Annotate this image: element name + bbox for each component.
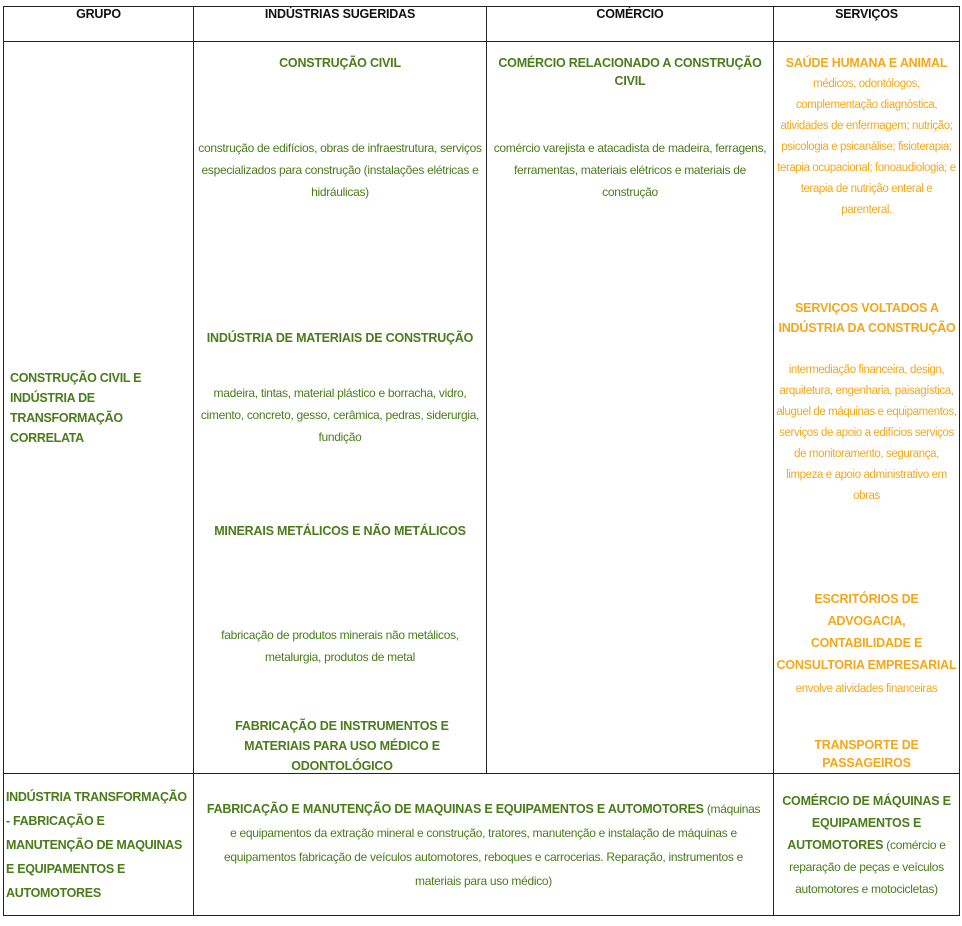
industria-maquinas-title: FABRICAÇÃO E MANUTENÇÃO DE MAQUINAS E EQUIPAMENTOS E AUTOMOTORES: [206, 801, 704, 816]
header-servicos: SERVIÇOS: [774, 7, 960, 42]
industria-maquinas-block: [206, 797, 761, 893]
industria-title-instrumentos: FABRICAÇÃO DE INSTRUMENTOS E MATERIAIS PARA USO MÉDICO E ODONTOLÓGICO: [235, 719, 449, 773]
cell-grupo-construcao: [4, 42, 194, 774]
servico-title-transporte: TRANSPORTE DE PASSAGEIROS: [814, 738, 919, 770]
cell-industrias-construcao: [194, 42, 487, 774]
comercio-text-construcao: comércio varejista e atacadista de madeira, ferragens, ferramentas, materiais elétricos e materiais de construção: [493, 141, 767, 199]
header-comercio: COMÉRCIO: [487, 7, 774, 42]
servico-title-saude: SAÚDE HUMANA E ANIMAL: [785, 56, 948, 70]
cell-servicos-maquinas: [774, 774, 960, 916]
industria-maquinas-text: (máquinas e equipamentos da extração mineral e construção, tratores, manutenção e instalação de máquinas e equipamentos fabricação de veículos automotores, reboques e carrocerias. Reparação, instrumentos e materiais para uso médico): [224, 801, 761, 888]
grupo-maquinas-label: INDÚSTRIA TRANSFORMAÇÃO - FABRICAÇÃO E MANUTENÇÃO DE MAQUINAS E EQUIPAMENTOS E AUTOMOTORES: [6, 789, 187, 900]
servico-maquinas-block: [777, 790, 956, 900]
comercio-title-construcao: COMÉRCIO RELACIONADO A CONSTRUÇÃO CIVIL: [498, 56, 762, 88]
header-row: [4, 7, 960, 42]
industria-text-materiais: madeira, tintas, material plástico e borracha, vidro, cimento, concreto, gesso, cerâmica, pedras, siderurgia, fundição: [200, 386, 480, 444]
servico-maquinas-text: (comércio e reparação de peças e veículos automotores e motocicletas): [789, 837, 946, 896]
servico-maquinas-title: COMÉRCIO DE MÁQUINAS E EQUIPAMENTOS E AUTOMOTORES: [782, 793, 951, 852]
cell-industrias-maquinas: [194, 774, 774, 916]
header-industrias: INDÚSTRIAS SUGERIDAS: [194, 7, 487, 42]
industria-text-construcao-civil: construção de edifícios, obras de infraestrutura, serviços especializados para construção (instalações elétricas e hidráulicas): [198, 141, 482, 199]
cell-comercio-construcao: [487, 42, 774, 774]
header-grupo: GRUPO: [4, 7, 194, 42]
industria-title-materiais: INDÚSTRIA DE MATERIAIS DE CONSTRUÇÃO: [206, 331, 474, 345]
industria-title-construcao-civil: CONSTRUÇÃO CIVIL: [279, 56, 401, 70]
classification-table: [3, 6, 960, 916]
servico-text-escritorios: envolve atividades financeiras: [795, 683, 938, 695]
table-row-maquinas: [4, 774, 960, 916]
servico-title-escritorios: ESCRITÓRIOS DE ADVOGACIA, CONTABILIDADE E CONSULTORIA EMPRESARIAL: [776, 592, 957, 672]
servico-title-industria-construcao: SERVIÇOS VOLTADOS A INDÚSTRIA DA CONSTRUÇÃO: [778, 301, 956, 335]
servico-text-saude: médicos, odontólogos, complementação diagnóstica, atividades de enfermagem; nutrição; psicologia e psicanálise; fisioterapia; terapia ocupacional; fonoaudiologia; e terapia de nutrição enteral e parenteral.: [777, 78, 956, 216]
industria-title-minerais: MINERAIS METÁLICOS E NÃO METÁLICOS: [214, 524, 466, 538]
industria-text-minerais: fabricação de produtos minerais não metálicos, metalurgia, produtos de metal: [221, 628, 459, 664]
cell-grupo-maquinas: [4, 774, 194, 916]
cell-servicos-construcao: [774, 42, 960, 774]
table-row-construcao: [4, 42, 960, 774]
grupo-construcao-label: CONSTRUÇÃO CIVIL E INDÚSTRIA DE TRANSFORMAÇÃO CORRELATA: [10, 371, 142, 445]
servico-text-industria-construcao: intermediação financeira, design, arquitetura, engenharia, paisagística, aluguel de máquinas e equipamentos, serviços de apoio a edifícios serviços de monitoramento, segurança, limpeza e apoio administrativo em obras: [776, 364, 957, 502]
